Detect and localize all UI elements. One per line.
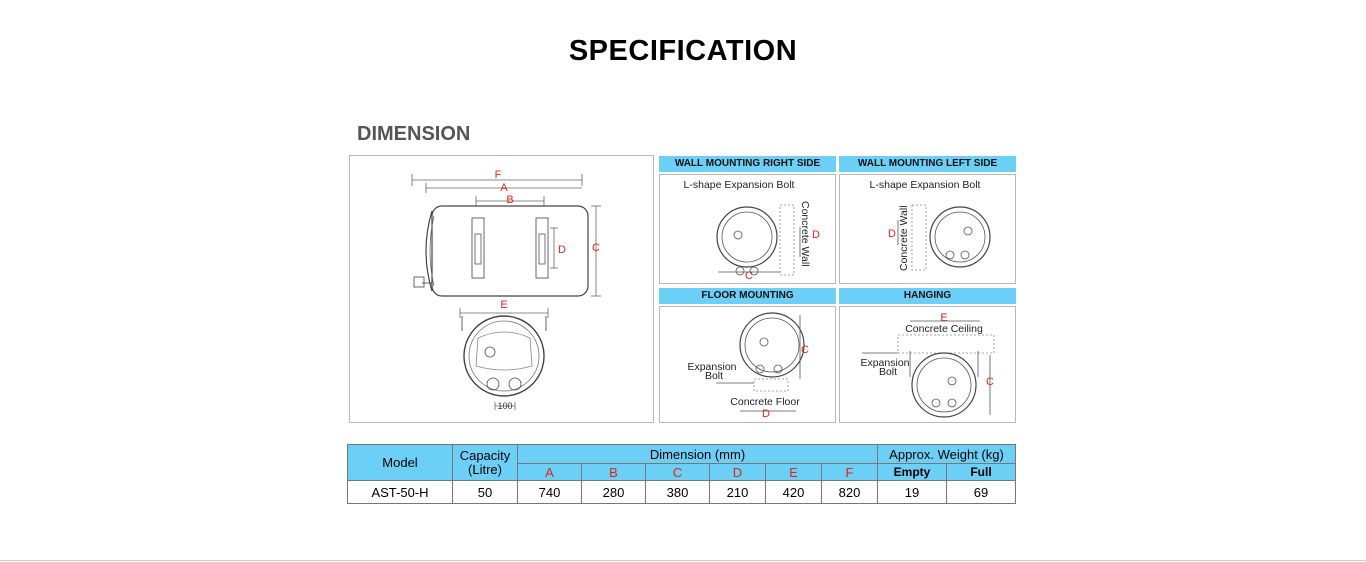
cell-b: 280 (582, 481, 646, 504)
label-100: 100 (497, 401, 513, 411)
main-dimension-diagram (349, 155, 654, 423)
col-d: D (710, 464, 766, 481)
hanging-e: E (940, 312, 948, 324)
cell-full: 69 (947, 481, 1016, 504)
capacity-header (453, 445, 518, 481)
dimension-header: Dimension (mm) (518, 445, 878, 464)
label-f: F (494, 169, 502, 181)
model-header: Model (348, 445, 453, 481)
cell-model: AST-50-H (348, 481, 453, 504)
hanging-bolt-label: Bolt (878, 366, 898, 378)
floor-concrete-label: Concrete Floor (730, 396, 800, 408)
table-row (348, 481, 1016, 504)
wall-right-bolt-label: L-shape Expansion Bolt (683, 179, 795, 191)
spec-table (347, 444, 1016, 504)
col-f: F (822, 464, 878, 481)
header-wall-right: WALL MOUNTING RIGHT SIDE (659, 156, 836, 172)
label-b: B (506, 194, 514, 206)
header-floor-mounting: FLOOR MOUNTING (659, 288, 836, 304)
wall-right-svg (660, 175, 835, 283)
col-a: A (518, 464, 582, 481)
header-hanging: HANGING (839, 288, 1016, 304)
label-c: C (592, 242, 600, 254)
wall-right-c: C (745, 270, 753, 282)
cell-d: 210 (710, 481, 766, 504)
wall-left-d: D (888, 228, 896, 240)
bottom-divider (0, 560, 1366, 561)
wall-right-diagram (659, 174, 836, 284)
hanging-diagram (839, 306, 1016, 423)
col-e: E (766, 464, 822, 481)
wall-right-d: D (812, 229, 820, 241)
wall-right-wall-label: Concrete Wall (799, 201, 811, 267)
floor-c: C (801, 344, 809, 356)
cell-a: 740 (518, 481, 582, 504)
main-diagram-svg (350, 156, 653, 422)
page-title: SPECIFICATION (568, 35, 798, 67)
cell-c: 380 (646, 481, 710, 504)
wall-left-svg (840, 175, 1015, 283)
col-c: C (646, 464, 710, 481)
capacity-header-line2: (Litre) (468, 461, 502, 477)
label-d: D (558, 244, 566, 256)
col-empty: Empty (878, 464, 947, 481)
hanging-expansion-label: Expansion (860, 357, 910, 369)
floor-svg (660, 307, 835, 422)
cell-empty: 19 (878, 481, 947, 504)
wall-left-bolt-label: L-shape Expansion Bolt (869, 179, 981, 191)
capacity-header-line1: Capacity (459, 447, 511, 463)
weight-header: Approx. Weight (kg) (878, 445, 1016, 464)
hanging-svg (840, 307, 1015, 422)
floor-expansion-label: Expansion (687, 361, 737, 373)
label-a: A (500, 182, 508, 194)
section-title-dimension: DIMENSION (357, 123, 471, 145)
wall-left-wall-label: Concrete Wall (898, 205, 910, 271)
cell-e: 420 (766, 481, 822, 504)
floor-diagram (659, 306, 836, 423)
header-wall-left: WALL MOUNTING LEFT SIDE (839, 156, 1016, 172)
cell-f: 820 (822, 481, 878, 504)
col-b: B (582, 464, 646, 481)
hanging-ceiling-label: Concrete Ceiling (905, 323, 983, 335)
cell-capacity: 50 (453, 481, 518, 504)
label-e: E (500, 299, 508, 311)
floor-d: D (762, 408, 770, 420)
wall-left-diagram (839, 174, 1016, 284)
col-full: Full (947, 464, 1016, 481)
hanging-c: C (986, 376, 994, 388)
floor-bolt-label: Bolt (704, 370, 724, 382)
